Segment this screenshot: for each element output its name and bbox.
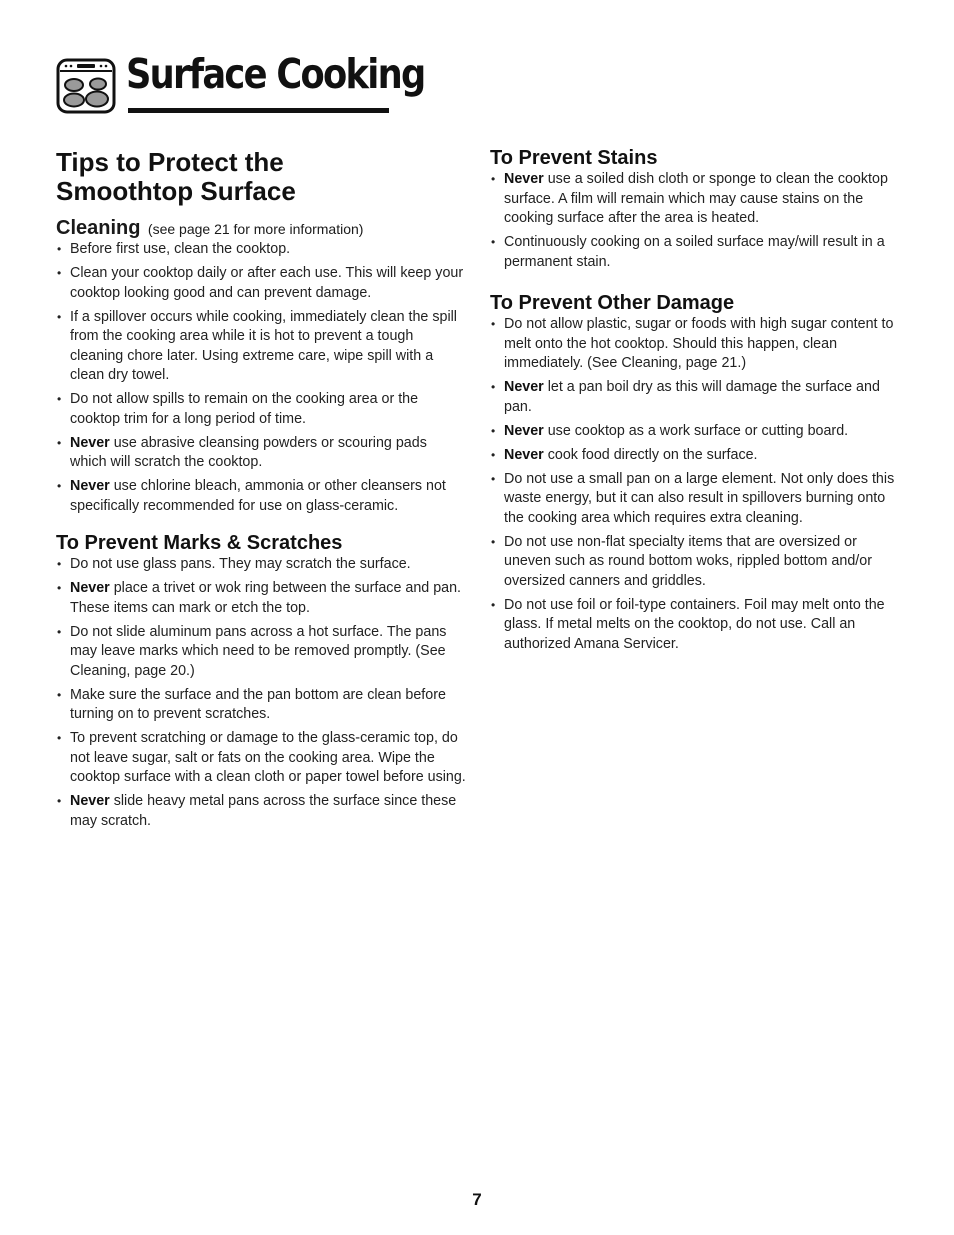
list-item: • Never let a pan boil dry as this will damage the surface and pan. [490,378,900,417]
list-item: • Never slide heavy metal pans across the surface since these may scratch. [56,792,466,831]
left-column [56,148,466,836]
page-number: 7 [472,1190,482,1209]
list-item: • Do not use a small pan on a large element. Not only does this waste energy, but it can also result in spillovers burning onto the cooking area which requires extra cleaning. [490,470,900,529]
cleaning-list [56,240,466,516]
list-item: • Never use abrasive cleansing powders or scouring pads which will scratch the cooktop. [56,434,466,473]
list-item: • Before first use, clean the cooktop. [56,240,466,260]
list-item: • Do not use glass pans. They may scratch the surface. [56,555,466,575]
list-item: • Continuously cooking on a soiled surface may/will result in a permanent stain. [490,233,900,272]
list-item: • To prevent scratching or damage to the glass-ceramic top, do not leave sugar, salt or fats on the cooking area. Wipe the cooktop surface with a clean cloth or paper towel before using. [56,729,466,788]
damage-heading: To Prevent Other Damage [490,292,735,314]
list-item: • Clean your cooktop daily or after each use. This will keep your cooktop looking good and can prevent damage. [56,264,466,303]
page-title: Surface Cooking [126,50,425,98]
page-header [54,50,425,118]
list-item: • Never place a trivet or wok ring between the surface and pan. These items can mark or etch the top. [56,579,466,618]
marks-heading: To Prevent Marks & Scratches [56,532,343,554]
stains-heading: To Prevent Stains [490,147,658,169]
title-underline [128,108,389,113]
list-item: • Do not use foil or foil-type containers. Foil may melt onto the glass. If metal melts on the cooktop, do not use. Call an authorized Amana Servicer. [490,596,900,655]
section-title-line1: Tips to Protect the [56,147,284,177]
list-item: • Never cook food directly on the surface. [490,446,900,466]
marks-list [56,555,466,831]
list-item: • Do not allow plastic, sugar or foods with high sugar content to melt onto the hot cooktop. Should this happen, clean immediately. (See Cleaning, page 21.) [490,315,900,374]
list-item: • If a spillover occurs while cooking, immediately clean the spill from the cooking area while it is hot to prevent a tough cleaning chore later. Using extreme care, wipe spill with a clean dry towel. [56,308,466,386]
section-title-line2: Smoothtop Surface [56,176,296,206]
right-column [490,146,900,659]
list-item: • Never use a soiled dish cloth or sponge to clean the cooktop surface. A film will remain which may cause stains on the cooking surface after the area is heated. [490,170,900,229]
list-item: • Never use cooktop as a work surface or cutting board. [490,422,900,442]
cleaning-title: Cleaning [56,217,141,239]
cleaning-heading [56,217,466,240]
section-title [56,148,466,206]
list-item: • Do not slide aluminum pans across a hot surface. The pans may leave marks which need to be removed promptly. (See Cleaning, page 20.) [56,623,466,682]
list-item: • Make sure the surface and the pan bottom are clean before turning on to prevent scratches. [56,686,466,725]
list-item: • Never use chlorine bleach, ammonia or other cleansers not specifically recommended for use on glass-ceramic. [56,477,466,516]
cooktop-icon [56,58,116,114]
list-item: • Do not use non-flat specialty items that are oversized or uneven such as round bottom woks, rippled bottom and/or oversized canners and griddles. [490,533,900,592]
list-item: • Do not allow spills to remain on the cooking area or the cooktop trim for a long period of time. [56,390,466,429]
cleaning-note: (see page 21 for more information) [147,221,364,237]
damage-list [490,315,900,654]
stains-list [490,170,900,272]
